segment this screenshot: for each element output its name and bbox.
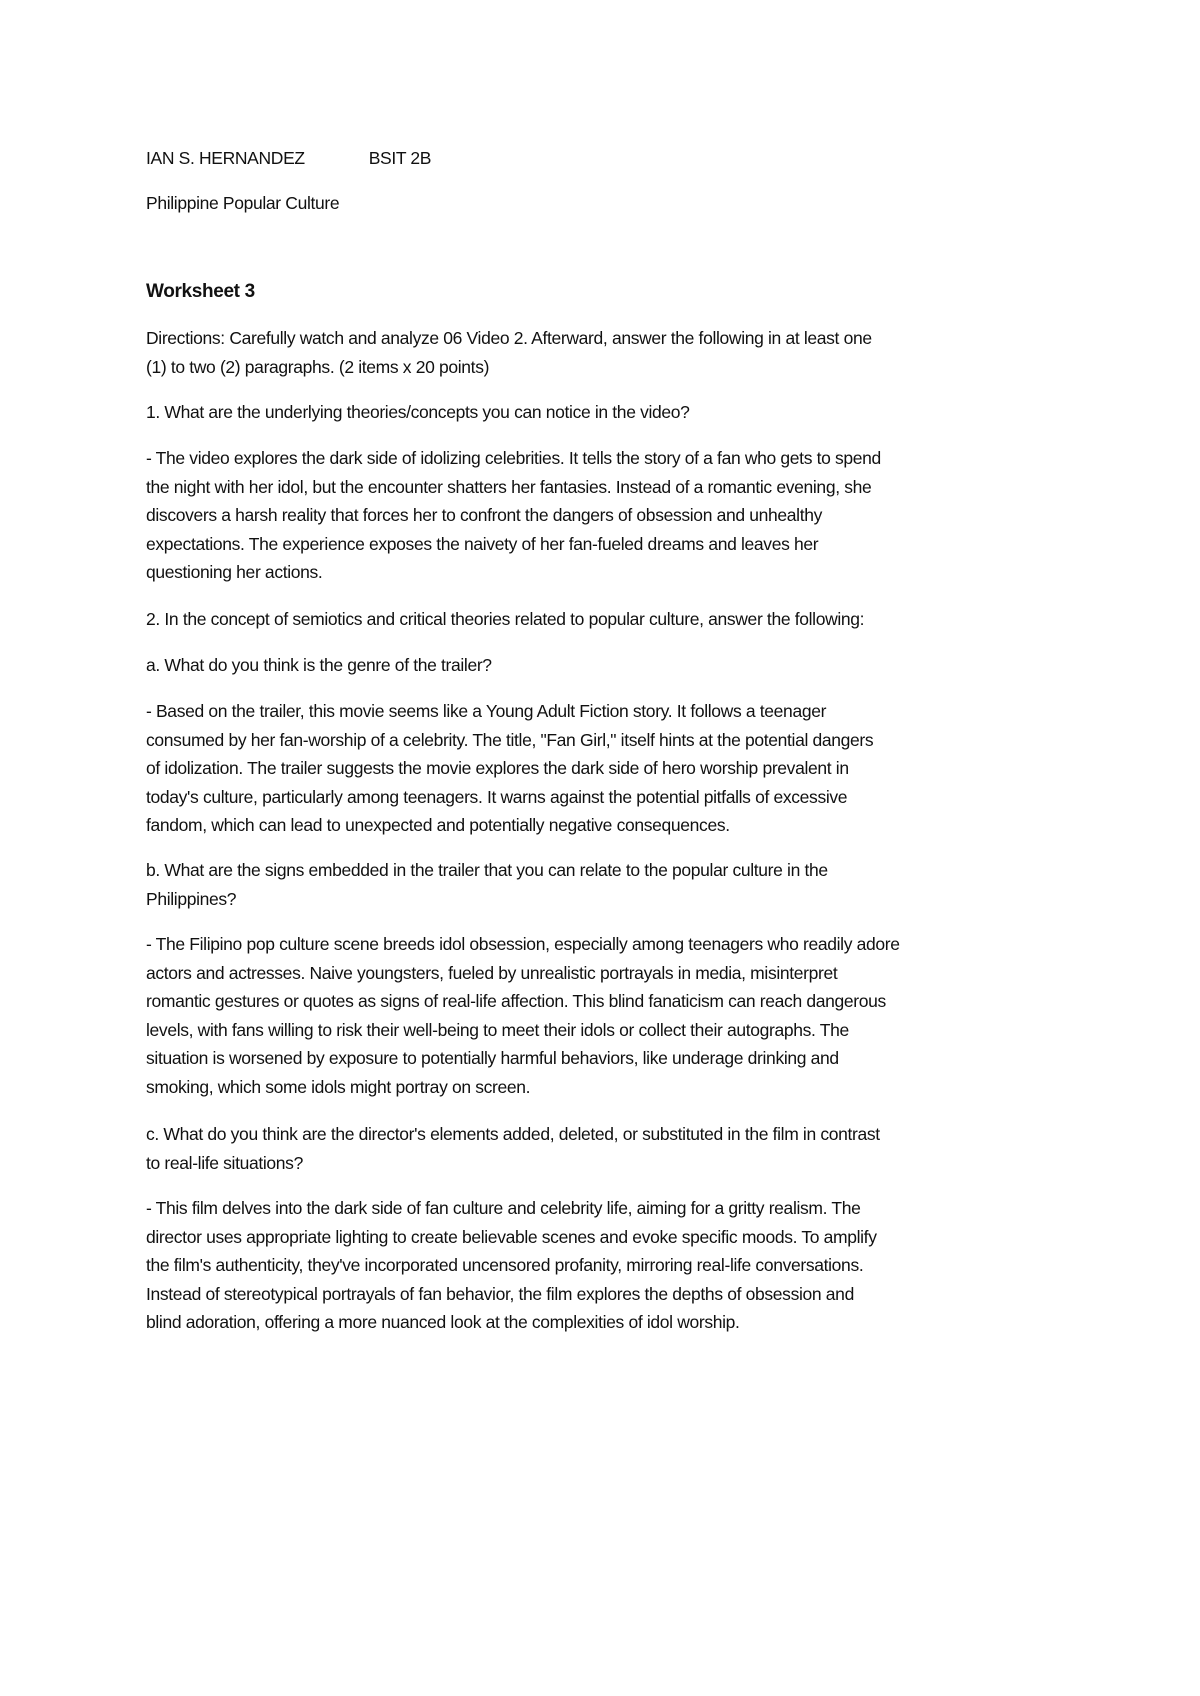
text-line: consumed by her fan-worship of a celebrity. The title, "Fan Girl," itself hints at the potential dangers bbox=[146, 729, 874, 750]
course-name: Philippine Popular Culture bbox=[146, 193, 340, 213]
text-line: fandom, which can lead to unexpected and potentially negative consequences. bbox=[146, 815, 730, 836]
text-line: (1) to two (2) paragraphs. (2 items x 20 points) bbox=[146, 356, 490, 377]
text-line: questioning her actions. bbox=[146, 562, 323, 583]
text-line: to real-life situations? bbox=[146, 1152, 303, 1173]
question-2a: a. What do you think is the genre of the trailer? bbox=[146, 655, 492, 675]
text-line: expectations. The experience exposes the naivety of her fan-fueled dreams and leaves her bbox=[146, 533, 819, 554]
answer-2b bbox=[146, 934, 900, 1124]
text-line: director uses appropriate lighting to create believable scenes and evoke specific moods. To amplify bbox=[146, 1226, 877, 1247]
student-name: IAN S. HERNANDEZ bbox=[146, 148, 305, 168]
question-1: 1. What are the underlying theories/concepts you can notice in the video? bbox=[146, 402, 690, 422]
text-line: of idolization. The trailer suggests the movie explores the dark side of hero worship prevalent in bbox=[146, 758, 849, 779]
question-2c bbox=[146, 1124, 880, 1199]
text-line: discovers a harsh reality that forces her to confront the dangers of obsession and unhealthy bbox=[146, 505, 822, 526]
student-section: BSIT 2B bbox=[368, 148, 432, 168]
text-line: - Based on the trailer, this movie seems like a Young Adult Fiction story. It follows a teenager bbox=[146, 701, 827, 721]
answer-1 bbox=[146, 448, 881, 609]
text-line: the film's authenticity, they've incorporated uncensored profanity, mirroring real-life conversations. bbox=[146, 1255, 864, 1276]
text-line: situation is worsened by exposure to potentially harmful behaviors, like underage drinking and bbox=[146, 1048, 839, 1069]
directions bbox=[146, 328, 872, 403]
text-line: c. What do you think are the director's elements added, deleted, or substituted in the film in contrast bbox=[146, 1124, 880, 1144]
question-2b bbox=[146, 860, 828, 935]
text-line: today's culture, particularly among teenagers. It warns against the potential pitfalls of excessive bbox=[146, 786, 848, 807]
question-2: 2. In the concept of semiotics and critical theories related to popular culture, answer the following: bbox=[146, 609, 865, 629]
text-line: Philippines? bbox=[146, 888, 237, 909]
text-line: - This film delves into the dark side of fan culture and celebrity life, aiming for a gritty realism. The bbox=[146, 1198, 861, 1218]
text-line: Instead of stereotypical portrayals of fan behavior, the film explores the depths of obsession and bbox=[146, 1283, 854, 1304]
text-line: blind adoration, offering a more nuanced look at the complexities of idol worship. bbox=[146, 1312, 740, 1333]
text-line: levels, with fans willing to risk their well-being to meet their idols or collect their autographs. The bbox=[146, 1019, 849, 1040]
answer-2c bbox=[146, 1198, 877, 1359]
text-line: - The Filipino pop culture scene breeds idol obsession, especially among teenagers who readily adore bbox=[146, 934, 900, 954]
text-line: romantic gestures or quotes as signs of real-life affection. This blind fanaticism can reach dangerous bbox=[146, 991, 886, 1012]
text-line: b. What are the signs embedded in the trailer that you can relate to the popular culture in the bbox=[146, 860, 828, 880]
text-line: smoking, which some idols might portray on screen. bbox=[146, 1076, 531, 1097]
text-line: actors and actresses. Naive youngsters, fueled by unrealistic portrayals in media, misinterpret bbox=[146, 962, 838, 983]
worksheet-title: Worksheet 3 bbox=[146, 281, 255, 302]
text-line: Directions: Carefully watch and analyze 06 Video 2. Afterward, answer the following in at least one bbox=[146, 328, 872, 348]
text-line: - The video explores the dark side of idolizing celebrities. It tells the story of a fan who gets to spend bbox=[146, 448, 881, 468]
text-line: the night with her idol, but the encounter shatters her fantasies. Instead of a romantic evening, she bbox=[146, 476, 872, 497]
answer-2a bbox=[146, 701, 874, 862]
